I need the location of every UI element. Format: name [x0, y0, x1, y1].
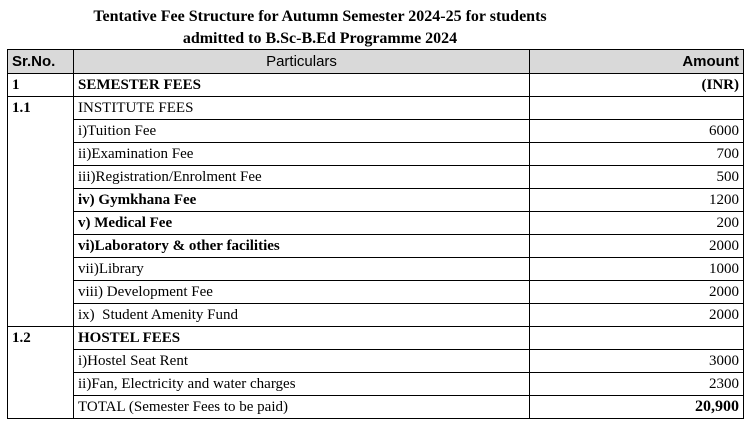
table-row [8, 120, 744, 143]
fee-item-label: i)Tuition Fee [74, 120, 530, 143]
fee-item-amount: 2000 [530, 235, 744, 258]
fee-item-label: vii)Library [74, 258, 530, 281]
fee-item-label: ii)Fan, Electricity and water charges [74, 373, 530, 396]
total-label: TOTAL (Semester Fees to be paid) [74, 396, 530, 419]
fee-item-amount: 2300 [530, 373, 744, 396]
fee-item-amount: 700 [530, 143, 744, 166]
fee-item-label: ii)Examination Fee [74, 143, 530, 166]
fee-item-amount: 6000 [530, 120, 744, 143]
table-row [8, 166, 744, 189]
fee-item-amount: 1000 [530, 258, 744, 281]
table-row [8, 143, 744, 166]
fee-item-label: i)Hostel Seat Rent [74, 350, 530, 373]
header-row [8, 50, 744, 74]
fee-item-label: ix) Student Amenity Fund [74, 304, 530, 327]
institute-srno: 1.1 [8, 97, 74, 327]
fee-item-amount: 500 [530, 166, 744, 189]
table-row [8, 373, 744, 396]
currency-unit: (INR) [530, 74, 744, 97]
hostel-amount-empty [530, 327, 744, 350]
institute-amount-empty [530, 97, 744, 120]
fee-item-label: iii)Registration/Enrolment Fee [74, 166, 530, 189]
institute-label: INSTITUTE FEES [74, 97, 530, 120]
table-row [8, 258, 744, 281]
fee-item-label: viii) Development Fee [74, 281, 530, 304]
table-row [8, 304, 744, 327]
fee-item-amount: 2000 [530, 304, 744, 327]
total-amount: 20,900 [530, 396, 744, 419]
total-row [8, 396, 744, 419]
hostel-fees-row [8, 327, 744, 350]
fee-item-label: vi)Laboratory & other facilities [74, 235, 530, 258]
fee-item-amount: 200 [530, 212, 744, 235]
table-row [8, 350, 744, 373]
table-row [8, 281, 744, 304]
fee-item-amount: 3000 [530, 350, 744, 373]
particulars-header: Particulars [74, 50, 530, 74]
table-row [8, 212, 744, 235]
amount-header: Amount [530, 50, 744, 74]
table-row [8, 189, 744, 212]
table-row [8, 235, 744, 258]
fee-item-label: v) Medical Fee [74, 212, 530, 235]
fee-item-amount: 2000 [530, 281, 744, 304]
document-title-line-2: admitted to B.Sc-B.Ed Programme 2024 [182, 30, 458, 47]
srno-header: Sr.No. [8, 50, 74, 74]
hostel-label: HOSTEL FEES [74, 327, 530, 350]
document-title-line-1: Tentative Fee Structure for Autumn Semester 2024-25 for students [93, 8, 547, 25]
hostel-srno: 1.2 [8, 327, 74, 419]
semester-srno: 1 [8, 74, 74, 97]
semester-fees-row [8, 74, 744, 97]
fee-item-label: iv) Gymkhana Fee [74, 189, 530, 212]
institute-fees-row [8, 97, 744, 120]
fee-item-amount: 1200 [530, 189, 744, 212]
fee-table [7, 49, 744, 419]
semester-label: SEMESTER FEES [74, 74, 530, 97]
